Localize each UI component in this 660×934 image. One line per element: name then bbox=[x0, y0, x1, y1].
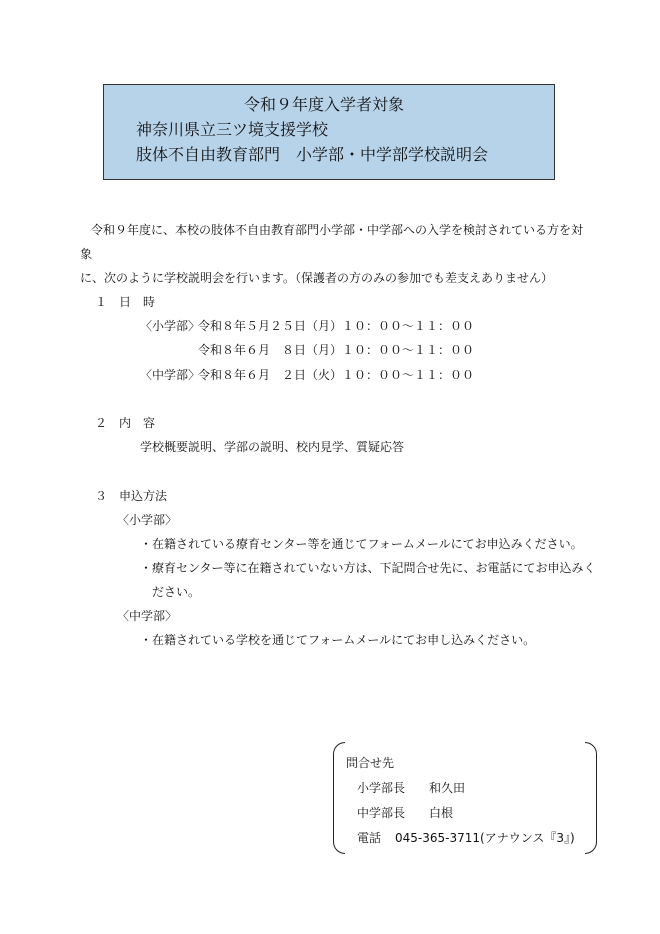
section2-number: ２ bbox=[95, 416, 108, 430]
intro-line-1: 令和９年度に、本校の肢体不自由教育部門小学部・中学部への入学を検討されている方を対象 bbox=[80, 223, 584, 261]
section1-row3-label: 〈中学部〉 bbox=[140, 368, 201, 382]
section2-body: 学校概要説明、学部の説明、校内見学、質疑応答 bbox=[140, 440, 405, 454]
section3-number: ３ bbox=[95, 489, 108, 503]
section3-junior-label: 〈中学部〉 bbox=[117, 609, 178, 623]
section3-elementary-item2-line2: ださい。 bbox=[152, 585, 201, 599]
title-line-2: 神奈川県立三ツ境支援学校 bbox=[136, 120, 329, 139]
contact-phone-value: 045-365-3711(アナウンス『3』) bbox=[395, 831, 575, 845]
section3-elementary-item2-line1: ・療育センター等に在籍されていない方は、下記問合せ先に、お電話にてお申込みく bbox=[140, 561, 596, 575]
section3-junior-item1: ・在籍されている学校を通じてフォームメールにてお申し込みください。 bbox=[140, 633, 536, 647]
contact-bracket-left bbox=[333, 742, 345, 854]
contact-bracket-right bbox=[585, 742, 597, 854]
title-box bbox=[103, 84, 555, 180]
title-line-1: 令和９年度入学者対象 bbox=[244, 95, 405, 114]
contact-phone-label: 電話 bbox=[357, 831, 382, 845]
section1-row2-date: 令和８年６月 ８日（月）１０：００～１１：００ bbox=[198, 343, 475, 357]
section1-row1-label: 〈小学部〉 bbox=[140, 319, 201, 333]
section1-row1-date: 令和８年５月２５日（月）１０：００～１１：００ bbox=[198, 319, 475, 333]
section3-elementary-label: 〈小学部〉 bbox=[117, 513, 178, 527]
title-line-3: 肢体不自由教育部門 小学部・中学部学校説明会 bbox=[136, 145, 489, 164]
contact-heading: 問合せ先 bbox=[346, 756, 395, 770]
section1-number: １ bbox=[95, 295, 108, 309]
section1-heading: 日 時 bbox=[119, 295, 156, 309]
section3-elementary-item1: ・在籍されている療育センター等を通じてフォームメールにてお申込みください。 bbox=[140, 537, 583, 551]
contact-box bbox=[333, 742, 597, 854]
intro-line-2: に、次のように学校説明会を行います。（保護者の方のみの参加でも差支えありません） bbox=[80, 271, 554, 285]
contact-junior-role: 中学部長 bbox=[357, 806, 406, 820]
section2-heading: 内 容 bbox=[119, 416, 156, 430]
section3-heading: 申込方法 bbox=[119, 489, 168, 503]
contact-junior-name: 白根 bbox=[429, 806, 454, 820]
section1-row3-date: 令和８年６月 ２日（火）１０：００～１１：００ bbox=[198, 368, 475, 382]
intro-paragraph bbox=[80, 218, 590, 290]
contact-elementary-name: 和久田 bbox=[429, 781, 466, 795]
contact-elementary-role: 小学部長 bbox=[357, 781, 406, 795]
